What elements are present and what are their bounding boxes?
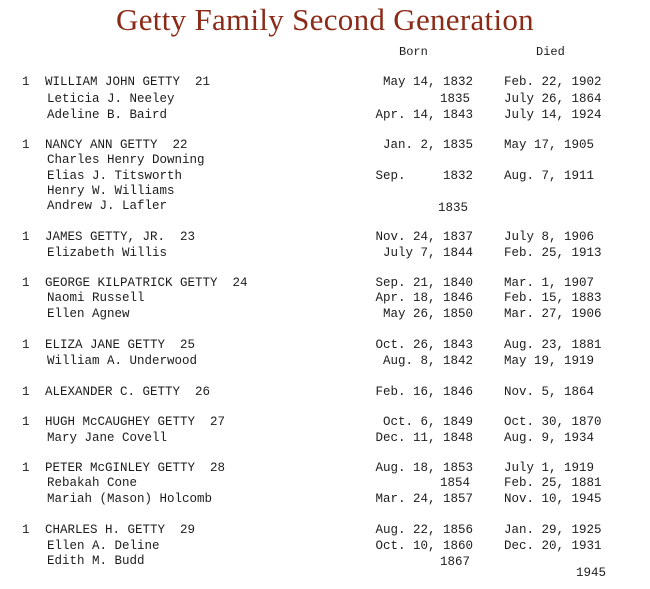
spouse-name: Charles Henry Downing (47, 153, 205, 167)
child-name: GEORGE KILPATRICK GETTY 24 (45, 276, 248, 290)
born-date: Dec. 11, 1848 (375, 431, 473, 445)
born-date: Sep. 1832 (375, 169, 473, 183)
born-date: Aug. 8, 1842 (382, 354, 473, 368)
generation-number: 1 (22, 276, 30, 290)
born-date: Apr. 18, 1846 (375, 291, 473, 305)
died-date: May 19, 1919 (504, 354, 595, 368)
born-date: Aug. 22, 1856 (375, 523, 473, 537)
spouse-name: Mary Jane Covell (47, 431, 168, 445)
spouse-name: Leticia J. Neeley (47, 92, 175, 106)
died-date: Mar. 27, 1906 (504, 307, 602, 321)
born-date: July 7, 1844 (382, 246, 473, 260)
died-date: July 8, 1906 (504, 230, 595, 244)
spouse-name: Ellen A. Deline (47, 539, 160, 553)
died-date: Aug. 23, 1881 (504, 338, 602, 352)
born-date: Oct. 10, 1860 (375, 539, 473, 553)
born-date: 1835 (439, 92, 470, 106)
born-date: Nov. 24, 1837 (375, 230, 473, 244)
spouse-name: Ellen Agnew (47, 307, 130, 321)
died-date: July 14, 1924 (504, 108, 602, 122)
died-date: Oct. 30, 1870 (504, 415, 602, 429)
born-date: 1867 (439, 555, 470, 569)
generation-number: 1 (22, 461, 30, 475)
child-name: ELIZA JANE GETTY 25 (45, 338, 196, 352)
born-date: Jan. 2, 1835 (382, 138, 473, 152)
spouse-name: Andrew J. Lafler (47, 199, 168, 213)
generation-number: 1 (22, 230, 30, 244)
died-date: May 17, 1905 (504, 138, 595, 152)
born-date: Oct. 26, 1843 (375, 338, 473, 352)
generation-number: 1 (22, 415, 30, 429)
spouse-name: Edith M. Budd (47, 554, 145, 568)
born-date: May 14, 1832 (382, 75, 473, 89)
born-date: Feb. 16, 1846 (375, 385, 473, 399)
died-date: July 1, 1919 (504, 461, 595, 475)
died-date: Aug. 7, 1911 (504, 169, 595, 183)
died-date: Feb. 22, 1902 (504, 75, 602, 89)
born-date: Sep. 21, 1840 (375, 276, 473, 290)
died-date: Feb. 15, 1883 (504, 291, 602, 305)
born-date: Oct. 6, 1849 (382, 415, 473, 429)
child-name: PETER McGINLEY GETTY 28 (45, 461, 226, 475)
died-date: Nov. 5, 1864 (504, 385, 595, 399)
spouse-name: Henry W. Williams (47, 184, 175, 198)
child-name: ALEXANDER C. GETTY 26 (45, 385, 211, 399)
born-date: Apr. 14, 1843 (375, 108, 473, 122)
born-date: May 26, 1850 (382, 307, 473, 321)
child-name: JAMES GETTY, JR. 23 (45, 230, 196, 244)
born-column-header: Born (399, 45, 428, 59)
spouse-name: Adeline B. Baird (47, 108, 168, 122)
child-name: CHARLES H. GETTY 29 (45, 523, 196, 537)
died-date: 1945 (576, 566, 607, 580)
spouse-name: Elias J. Titsworth (47, 169, 183, 183)
spouse-name: Rebakah Cone (47, 476, 138, 490)
generation-number: 1 (22, 138, 30, 152)
died-date: Dec. 20, 1931 (504, 539, 602, 553)
died-date: Mar. 1, 1907 (504, 276, 595, 290)
died-date: Aug. 9, 1934 (504, 431, 595, 445)
died-date: Feb. 25, 1881 (504, 476, 602, 490)
child-name: WILLIAM JOHN GETTY 21 (45, 75, 211, 89)
born-date: 1835 (437, 201, 468, 215)
generation-number: 1 (22, 338, 30, 352)
died-date: Nov. 10, 1945 (504, 492, 602, 506)
spouse-name: Mariah (Mason) Holcomb (47, 492, 213, 506)
born-date: Mar. 24, 1857 (375, 492, 473, 506)
spouse-name: Naomi Russell (47, 291, 145, 305)
page-title: Getty Family Second Generation (116, 2, 534, 37)
spouse-name: William A. Underwood (47, 354, 198, 368)
generation-number: 1 (22, 385, 30, 399)
born-date: Aug. 18, 1853 (375, 461, 473, 475)
died-date: Jan. 29, 1925 (504, 523, 602, 537)
child-name: HUGH McCAUGHEY GETTY 27 (45, 415, 226, 429)
generation-number: 1 (22, 523, 30, 537)
died-date: Feb. 25, 1913 (504, 246, 602, 260)
child-name: NANCY ANN GETTY 22 (45, 138, 188, 152)
died-column-header: Died (536, 45, 565, 59)
born-date: 1854 (439, 476, 470, 490)
generation-number: 1 (22, 75, 30, 89)
died-date: July 26, 1864 (504, 92, 602, 106)
spouse-name: Elizabeth Willis (47, 246, 168, 260)
